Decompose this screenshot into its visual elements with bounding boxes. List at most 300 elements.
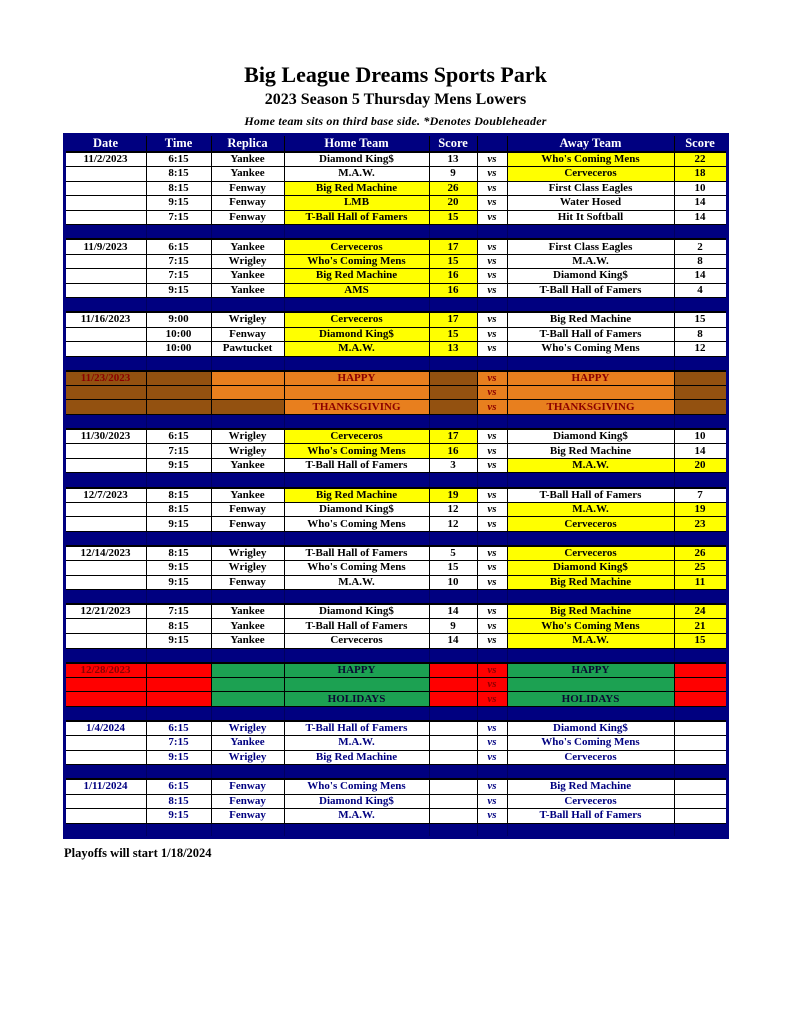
banner-row-holidays bbox=[64, 677, 727, 692]
replica-cell: Fenway bbox=[211, 575, 284, 590]
schedule-table-body bbox=[64, 135, 727, 838]
home-team-cell: T-Ball Hall of Famers bbox=[284, 458, 429, 473]
home-team-cell: M.A.W. bbox=[284, 575, 429, 590]
separator-cell bbox=[507, 225, 674, 240]
away-team-cell: Who's Coming Mens bbox=[507, 736, 674, 751]
home-score-cell: 16 bbox=[429, 269, 477, 284]
separator-cell bbox=[429, 473, 477, 488]
banner-away-text-cell bbox=[507, 385, 674, 400]
separator-cell bbox=[284, 298, 429, 313]
away-team-cell: Cerveceros bbox=[507, 750, 674, 765]
date-cell: 12/14/2023 bbox=[64, 546, 146, 561]
game-row bbox=[64, 750, 727, 765]
home-score-cell: 13 bbox=[429, 152, 477, 167]
time-cell: 7:15 bbox=[146, 254, 211, 269]
home-team-cell: Cerveceros bbox=[284, 312, 429, 327]
home-score-cell: 17 bbox=[429, 239, 477, 254]
home-score-cell bbox=[429, 809, 477, 824]
vs-cell: vs bbox=[477, 312, 507, 327]
date-cell: 1/11/2024 bbox=[64, 779, 146, 794]
banner-away-text-cell: HAPPY bbox=[507, 371, 674, 386]
away-score-cell bbox=[674, 736, 727, 751]
separator-cell bbox=[211, 765, 284, 780]
banner-date-cell bbox=[64, 677, 146, 692]
separator-cell bbox=[507, 531, 674, 546]
away-score-cell: 12 bbox=[674, 342, 727, 357]
separator-row bbox=[64, 590, 727, 605]
separator-cell bbox=[284, 706, 429, 721]
separator-cell bbox=[284, 356, 429, 371]
separator-cell bbox=[211, 706, 284, 721]
banner-home-text-cell bbox=[284, 677, 429, 692]
vs-cell: vs bbox=[477, 166, 507, 181]
away-team-cell: T-Ball Hall of Famers bbox=[507, 327, 674, 342]
home-score-cell: 9 bbox=[429, 166, 477, 181]
home-team-cell: T-Ball Hall of Famers bbox=[284, 210, 429, 225]
time-cell: 8:15 bbox=[146, 619, 211, 634]
banner-time-cell bbox=[146, 663, 211, 678]
vs-cell: vs bbox=[477, 721, 507, 736]
away-score-cell: 20 bbox=[674, 458, 727, 473]
time-cell: 8:15 bbox=[146, 488, 211, 503]
separator-cell bbox=[64, 706, 146, 721]
separator-cell bbox=[674, 765, 727, 780]
away-score-cell: 8 bbox=[674, 327, 727, 342]
home-score-cell: 15 bbox=[429, 561, 477, 576]
banner-replica-cell bbox=[211, 371, 284, 386]
date-cell bbox=[64, 269, 146, 284]
vs-cell: vs bbox=[477, 283, 507, 298]
column-header-date: Date bbox=[64, 135, 146, 152]
banner-home-score-cell bbox=[429, 371, 477, 386]
away-score-cell: 4 bbox=[674, 283, 727, 298]
away-score-cell bbox=[674, 750, 727, 765]
away-team-cell: Big Red Machine bbox=[507, 779, 674, 794]
separator-cell bbox=[64, 415, 146, 430]
away-team-cell: Diamond King$ bbox=[507, 429, 674, 444]
separator-cell bbox=[64, 356, 146, 371]
game-row bbox=[64, 429, 727, 444]
time-cell: 7:15 bbox=[146, 210, 211, 225]
home-score-cell: 5 bbox=[429, 546, 477, 561]
time-cell: 6:15 bbox=[146, 239, 211, 254]
vs-cell: vs bbox=[477, 269, 507, 284]
home-team-cell: Who's Coming Mens bbox=[284, 779, 429, 794]
home-team-cell: M.A.W. bbox=[284, 166, 429, 181]
time-cell: 7:15 bbox=[146, 444, 211, 459]
separator-cell bbox=[64, 531, 146, 546]
date-cell bbox=[64, 619, 146, 634]
away-score-cell: 10 bbox=[674, 181, 727, 196]
replica-cell: Wrigley bbox=[211, 561, 284, 576]
vs-cell: vs bbox=[477, 502, 507, 517]
separator-cell bbox=[429, 415, 477, 430]
date-cell bbox=[64, 444, 146, 459]
game-row bbox=[64, 736, 727, 751]
replica-cell: Wrigley bbox=[211, 721, 284, 736]
vs-cell: vs bbox=[477, 517, 507, 532]
banner-away-score-cell bbox=[674, 400, 727, 415]
time-cell: 6:15 bbox=[146, 429, 211, 444]
replica-cell: Wrigley bbox=[211, 444, 284, 459]
banner-home-text-cell: HAPPY bbox=[284, 663, 429, 678]
vs-cell: vs bbox=[477, 750, 507, 765]
date-cell bbox=[64, 196, 146, 211]
separator-cell bbox=[146, 823, 211, 838]
separator-row bbox=[64, 648, 727, 663]
away-team-cell: Cerveceros bbox=[507, 517, 674, 532]
replica-cell: Yankee bbox=[211, 269, 284, 284]
separator-row bbox=[64, 225, 727, 240]
time-cell: 8:15 bbox=[146, 546, 211, 561]
away-team-cell: Cerveceros bbox=[507, 794, 674, 809]
vs-cell: vs bbox=[477, 327, 507, 342]
separator-cell bbox=[429, 531, 477, 546]
header-row bbox=[64, 135, 727, 152]
separator-row bbox=[64, 356, 727, 371]
separator-cell bbox=[146, 590, 211, 605]
vs-cell: vs bbox=[477, 779, 507, 794]
time-cell: 8:15 bbox=[146, 181, 211, 196]
home-score-cell: 17 bbox=[429, 429, 477, 444]
home-score-cell: 14 bbox=[429, 604, 477, 619]
game-row bbox=[64, 152, 727, 167]
replica-cell: Wrigley bbox=[211, 312, 284, 327]
date-cell bbox=[64, 458, 146, 473]
banner-vs-cell: vs bbox=[477, 677, 507, 692]
away-score-cell: 14 bbox=[674, 269, 727, 284]
away-team-cell: M.A.W. bbox=[507, 254, 674, 269]
home-score-cell: 17 bbox=[429, 312, 477, 327]
separator-cell bbox=[477, 706, 507, 721]
away-team-cell: First Class Eagles bbox=[507, 239, 674, 254]
banner-vs-cell: vs bbox=[477, 400, 507, 415]
replica-cell: Fenway bbox=[211, 779, 284, 794]
date-cell bbox=[64, 561, 146, 576]
banner-date-cell: 12/28/2023 bbox=[64, 663, 146, 678]
replica-cell: Fenway bbox=[211, 794, 284, 809]
away-team-cell: Big Red Machine bbox=[507, 575, 674, 590]
separator-cell bbox=[477, 225, 507, 240]
vs-cell: vs bbox=[477, 239, 507, 254]
separator-cell bbox=[64, 648, 146, 663]
separator-cell bbox=[146, 706, 211, 721]
separator-cell bbox=[477, 765, 507, 780]
banner-time-cell bbox=[146, 385, 211, 400]
replica-cell: Yankee bbox=[211, 166, 284, 181]
date-cell bbox=[64, 181, 146, 196]
away-score-cell bbox=[674, 794, 727, 809]
time-cell: 9:00 bbox=[146, 312, 211, 327]
vs-cell: vs bbox=[477, 429, 507, 444]
game-row bbox=[64, 779, 727, 794]
time-cell: 7:15 bbox=[146, 604, 211, 619]
separator-cell bbox=[146, 473, 211, 488]
banner-date-cell bbox=[64, 400, 146, 415]
banner-vs-cell: vs bbox=[477, 371, 507, 386]
home-team-cell: M.A.W. bbox=[284, 736, 429, 751]
separator-cell bbox=[674, 298, 727, 313]
column-header-replica: Replica bbox=[211, 135, 284, 152]
away-score-cell: 8 bbox=[674, 254, 727, 269]
banner-away-text-cell: HOLIDAYS bbox=[507, 692, 674, 707]
separator-cell bbox=[674, 823, 727, 838]
banner-home-text-cell: HAPPY bbox=[284, 371, 429, 386]
replica-cell: Yankee bbox=[211, 283, 284, 298]
separator-cell bbox=[211, 473, 284, 488]
game-row bbox=[64, 809, 727, 824]
replica-cell: Yankee bbox=[211, 736, 284, 751]
replica-cell: Fenway bbox=[211, 809, 284, 824]
away-score-cell: 14 bbox=[674, 210, 727, 225]
separator-cell bbox=[674, 706, 727, 721]
replica-cell: Yankee bbox=[211, 619, 284, 634]
game-row bbox=[64, 502, 727, 517]
home-team-cell: Cerveceros bbox=[284, 429, 429, 444]
game-row bbox=[64, 794, 727, 809]
separator-cell bbox=[211, 648, 284, 663]
away-score-cell: 18 bbox=[674, 166, 727, 181]
home-score-cell bbox=[429, 721, 477, 736]
away-score-cell bbox=[674, 721, 727, 736]
home-score-cell: 10 bbox=[429, 575, 477, 590]
away-team-cell: Who's Coming Mens bbox=[507, 342, 674, 357]
away-score-cell bbox=[674, 809, 727, 824]
home-score-cell: 15 bbox=[429, 327, 477, 342]
date-cell: 11/2/2023 bbox=[64, 152, 146, 167]
banner-vs-cell: vs bbox=[477, 663, 507, 678]
home-team-cell: Diamond King$ bbox=[284, 502, 429, 517]
separator-cell bbox=[211, 590, 284, 605]
home-score-cell: 3 bbox=[429, 458, 477, 473]
game-row bbox=[64, 633, 727, 648]
away-team-cell: T-Ball Hall of Famers bbox=[507, 488, 674, 503]
game-row bbox=[64, 546, 727, 561]
date-cell: 12/7/2023 bbox=[64, 488, 146, 503]
date-cell bbox=[64, 575, 146, 590]
away-team-cell: Water Hosed bbox=[507, 196, 674, 211]
banner-row-holidays bbox=[64, 692, 727, 707]
away-score-cell: 25 bbox=[674, 561, 727, 576]
banner-date-cell bbox=[64, 692, 146, 707]
banner-row-thanksgiving bbox=[64, 385, 727, 400]
separator-cell bbox=[507, 823, 674, 838]
banner-home-score-cell bbox=[429, 692, 477, 707]
separator-cell bbox=[674, 415, 727, 430]
home-score-cell bbox=[429, 750, 477, 765]
vs-cell: vs bbox=[477, 210, 507, 225]
game-row bbox=[64, 210, 727, 225]
game-row bbox=[64, 488, 727, 503]
separator-row bbox=[64, 823, 727, 838]
time-cell: 9:15 bbox=[146, 809, 211, 824]
game-row bbox=[64, 254, 727, 269]
away-team-cell: Diamond King$ bbox=[507, 561, 674, 576]
vs-cell: vs bbox=[477, 809, 507, 824]
replica-cell: Yankee bbox=[211, 458, 284, 473]
away-score-cell: 24 bbox=[674, 604, 727, 619]
vs-cell: vs bbox=[477, 196, 507, 211]
game-row bbox=[64, 196, 727, 211]
date-cell bbox=[64, 633, 146, 648]
separator-row bbox=[64, 531, 727, 546]
game-row bbox=[64, 269, 727, 284]
column-header-score: Score bbox=[674, 135, 727, 152]
away-team-cell: Cerveceros bbox=[507, 546, 674, 561]
away-team-cell: Big Red Machine bbox=[507, 312, 674, 327]
away-team-cell: Who's Coming Mens bbox=[507, 619, 674, 634]
away-score-cell: 15 bbox=[674, 633, 727, 648]
away-score-cell: 15 bbox=[674, 312, 727, 327]
separator-cell bbox=[507, 706, 674, 721]
separator-cell bbox=[674, 225, 727, 240]
away-team-cell: M.A.W. bbox=[507, 458, 674, 473]
away-score-cell: 7 bbox=[674, 488, 727, 503]
replica-cell: Wrigley bbox=[211, 750, 284, 765]
date-cell bbox=[64, 210, 146, 225]
vs-cell: vs bbox=[477, 561, 507, 576]
separator-row bbox=[64, 415, 727, 430]
banner-date-cell bbox=[64, 385, 146, 400]
banner-away-score-cell bbox=[674, 677, 727, 692]
separator-cell bbox=[64, 590, 146, 605]
home-team-cell: Big Red Machine bbox=[284, 488, 429, 503]
date-cell bbox=[64, 254, 146, 269]
away-score-cell: 21 bbox=[674, 619, 727, 634]
time-cell: 6:15 bbox=[146, 779, 211, 794]
time-cell: 9:15 bbox=[146, 575, 211, 590]
home-score-cell bbox=[429, 736, 477, 751]
away-score-cell: 26 bbox=[674, 546, 727, 561]
banner-home-text-cell: THANKSGIVING bbox=[284, 400, 429, 415]
replica-cell: Fenway bbox=[211, 502, 284, 517]
date-cell bbox=[64, 809, 146, 824]
time-cell: 9:15 bbox=[146, 561, 211, 576]
date-cell: 11/16/2023 bbox=[64, 312, 146, 327]
replica-cell: Yankee bbox=[211, 604, 284, 619]
home-score-cell: 26 bbox=[429, 181, 477, 196]
separator-cell bbox=[429, 706, 477, 721]
home-team-cell: Cerveceros bbox=[284, 239, 429, 254]
home-score-cell: 12 bbox=[429, 502, 477, 517]
game-row bbox=[64, 166, 727, 181]
banner-date-cell: 11/23/2023 bbox=[64, 371, 146, 386]
separator-cell bbox=[146, 648, 211, 663]
separator-cell bbox=[477, 590, 507, 605]
home-score-cell bbox=[429, 779, 477, 794]
banner-vs-cell: vs bbox=[477, 385, 507, 400]
separator-cell bbox=[507, 298, 674, 313]
away-team-cell: M.A.W. bbox=[507, 502, 674, 517]
game-row bbox=[64, 604, 727, 619]
separator-cell bbox=[477, 415, 507, 430]
game-row bbox=[64, 619, 727, 634]
replica-cell: Fenway bbox=[211, 327, 284, 342]
home-score-cell bbox=[429, 794, 477, 809]
home-team-cell: Diamond King$ bbox=[284, 327, 429, 342]
separator-row bbox=[64, 706, 727, 721]
away-score-cell: 23 bbox=[674, 517, 727, 532]
banner-away-score-cell bbox=[674, 385, 727, 400]
separator-cell bbox=[674, 531, 727, 546]
separator-cell bbox=[211, 356, 284, 371]
away-score-cell: 22 bbox=[674, 152, 727, 167]
separator-cell bbox=[284, 225, 429, 240]
time-cell: 9:15 bbox=[146, 196, 211, 211]
separator-cell bbox=[674, 590, 727, 605]
away-score-cell: 14 bbox=[674, 196, 727, 211]
separator-cell bbox=[284, 473, 429, 488]
game-row bbox=[64, 312, 727, 327]
time-cell: 6:15 bbox=[146, 721, 211, 736]
replica-cell: Fenway bbox=[211, 196, 284, 211]
column-header-home-team: Home Team bbox=[284, 135, 429, 152]
separator-cell bbox=[477, 298, 507, 313]
banner-replica-cell bbox=[211, 385, 284, 400]
separator-cell bbox=[507, 356, 674, 371]
banner-away-score-cell bbox=[674, 663, 727, 678]
game-row bbox=[64, 239, 727, 254]
replica-cell: Wrigley bbox=[211, 254, 284, 269]
banner-replica-cell bbox=[211, 663, 284, 678]
home-team-cell: Big Red Machine bbox=[284, 269, 429, 284]
banner-away-text-cell: THANKSGIVING bbox=[507, 400, 674, 415]
separator-row bbox=[64, 765, 727, 780]
time-cell: 8:15 bbox=[146, 502, 211, 517]
date-cell bbox=[64, 342, 146, 357]
home-score-cell: 16 bbox=[429, 444, 477, 459]
home-team-cell: Who's Coming Mens bbox=[284, 561, 429, 576]
separator-cell bbox=[146, 415, 211, 430]
banner-row-holidays bbox=[64, 663, 727, 678]
separator-cell bbox=[284, 415, 429, 430]
home-score-cell: 16 bbox=[429, 283, 477, 298]
date-cell bbox=[64, 502, 146, 517]
column-header-time: Time bbox=[146, 135, 211, 152]
separator-cell bbox=[477, 531, 507, 546]
game-row bbox=[64, 517, 727, 532]
separator-row bbox=[64, 473, 727, 488]
time-cell: 10:00 bbox=[146, 327, 211, 342]
time-cell: 6:15 bbox=[146, 152, 211, 167]
separator-cell bbox=[674, 356, 727, 371]
banner-home-score-cell bbox=[429, 400, 477, 415]
away-team-cell: Cerveceros bbox=[507, 166, 674, 181]
home-score-cell: 15 bbox=[429, 254, 477, 269]
date-cell bbox=[64, 750, 146, 765]
away-score-cell: 10 bbox=[674, 429, 727, 444]
separator-cell bbox=[507, 473, 674, 488]
separator-cell bbox=[674, 473, 727, 488]
column-header-vs bbox=[477, 135, 507, 152]
away-team-cell: Diamond King$ bbox=[507, 269, 674, 284]
separator-cell bbox=[477, 356, 507, 371]
separator-cell bbox=[211, 225, 284, 240]
home-team-cell: Diamond King$ bbox=[284, 794, 429, 809]
banner-replica-cell bbox=[211, 692, 284, 707]
time-cell: 9:15 bbox=[146, 633, 211, 648]
separator-cell bbox=[146, 765, 211, 780]
banner-home-text-cell bbox=[284, 385, 429, 400]
vs-cell: vs bbox=[477, 794, 507, 809]
separator-cell bbox=[146, 531, 211, 546]
home-team-cell: AMS bbox=[284, 283, 429, 298]
home-team-cell: Who's Coming Mens bbox=[284, 444, 429, 459]
date-cell: 12/21/2023 bbox=[64, 604, 146, 619]
banner-time-cell bbox=[146, 692, 211, 707]
game-row bbox=[64, 721, 727, 736]
time-cell: 8:15 bbox=[146, 166, 211, 181]
